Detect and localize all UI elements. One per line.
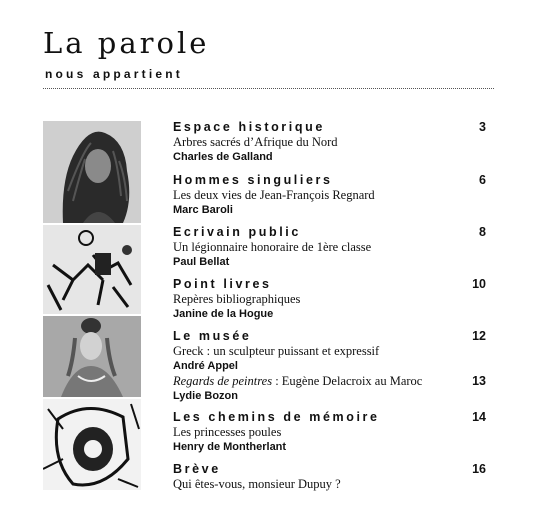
section-heading: Espace historique: [173, 120, 325, 134]
toc-entry: [173, 120, 486, 165]
page-number: 3: [479, 120, 486, 134]
article-title-rest: : Eugène Delacroix au Maroc: [272, 374, 423, 388]
article-author: Paul Bellat: [173, 256, 230, 268]
section-heading: Brève: [173, 462, 221, 476]
page-subtitle: nous appartient: [45, 67, 184, 81]
portrait-illustration: [43, 121, 141, 223]
sketch-illustration: [43, 225, 141, 314]
page-number-secondary: 13: [472, 374, 486, 388]
section-heading: Le musée: [173, 329, 252, 343]
article-title-secondary: [173, 374, 486, 389]
dotted-divider: [43, 88, 494, 89]
toc-entry: [173, 410, 486, 455]
article-title: Les deux vies de Jean-François Regnard: [173, 188, 375, 202]
section-heading: Point livres: [173, 277, 272, 291]
article-author: Henry de Montherlant: [173, 441, 287, 453]
page-number: 10: [472, 277, 486, 291]
article-author: Charles de Galland: [173, 151, 273, 163]
article-title: Arbres sacrés d’Afrique du Nord: [173, 135, 338, 149]
page-number: 6: [479, 173, 486, 187]
article-author-secondary: Lydie Bozon: [173, 390, 238, 402]
page-title: La parole: [43, 26, 210, 60]
section-heading: Ecrivain public: [173, 225, 301, 239]
article-author: André Appel: [173, 360, 238, 372]
article-title-italic: Regards de peintres: [173, 374, 273, 388]
page-number: 14: [472, 410, 486, 424]
article-title: Un légionnaire honoraire de 1ère classe: [173, 240, 372, 254]
page-number: 8: [479, 225, 486, 239]
article-author: Janine de la Hogue: [173, 308, 274, 320]
page-number: 12: [472, 329, 486, 343]
toc-entry: [173, 225, 486, 270]
article-title: Greck : un sculpteur puissant et expressif: [173, 344, 380, 358]
page-number: 16: [472, 462, 486, 476]
toc-entry: [173, 173, 486, 218]
painting-illustration: [43, 316, 141, 397]
drawing-illustration: [43, 399, 141, 490]
section-heading: Hommes singuliers: [173, 173, 333, 187]
toc-entry: [173, 277, 486, 322]
article-author: Marc Baroli: [173, 204, 233, 216]
toc-entry: [173, 462, 486, 492]
toc-entry: [173, 329, 486, 404]
article-title: Les princesses poules: [173, 425, 282, 439]
article-title: Repères bibliographiques: [173, 292, 301, 306]
section-heading: Les chemins de mémoire: [173, 410, 380, 424]
article-title: Qui êtes-vous, monsieur Dupuy ?: [173, 477, 341, 491]
